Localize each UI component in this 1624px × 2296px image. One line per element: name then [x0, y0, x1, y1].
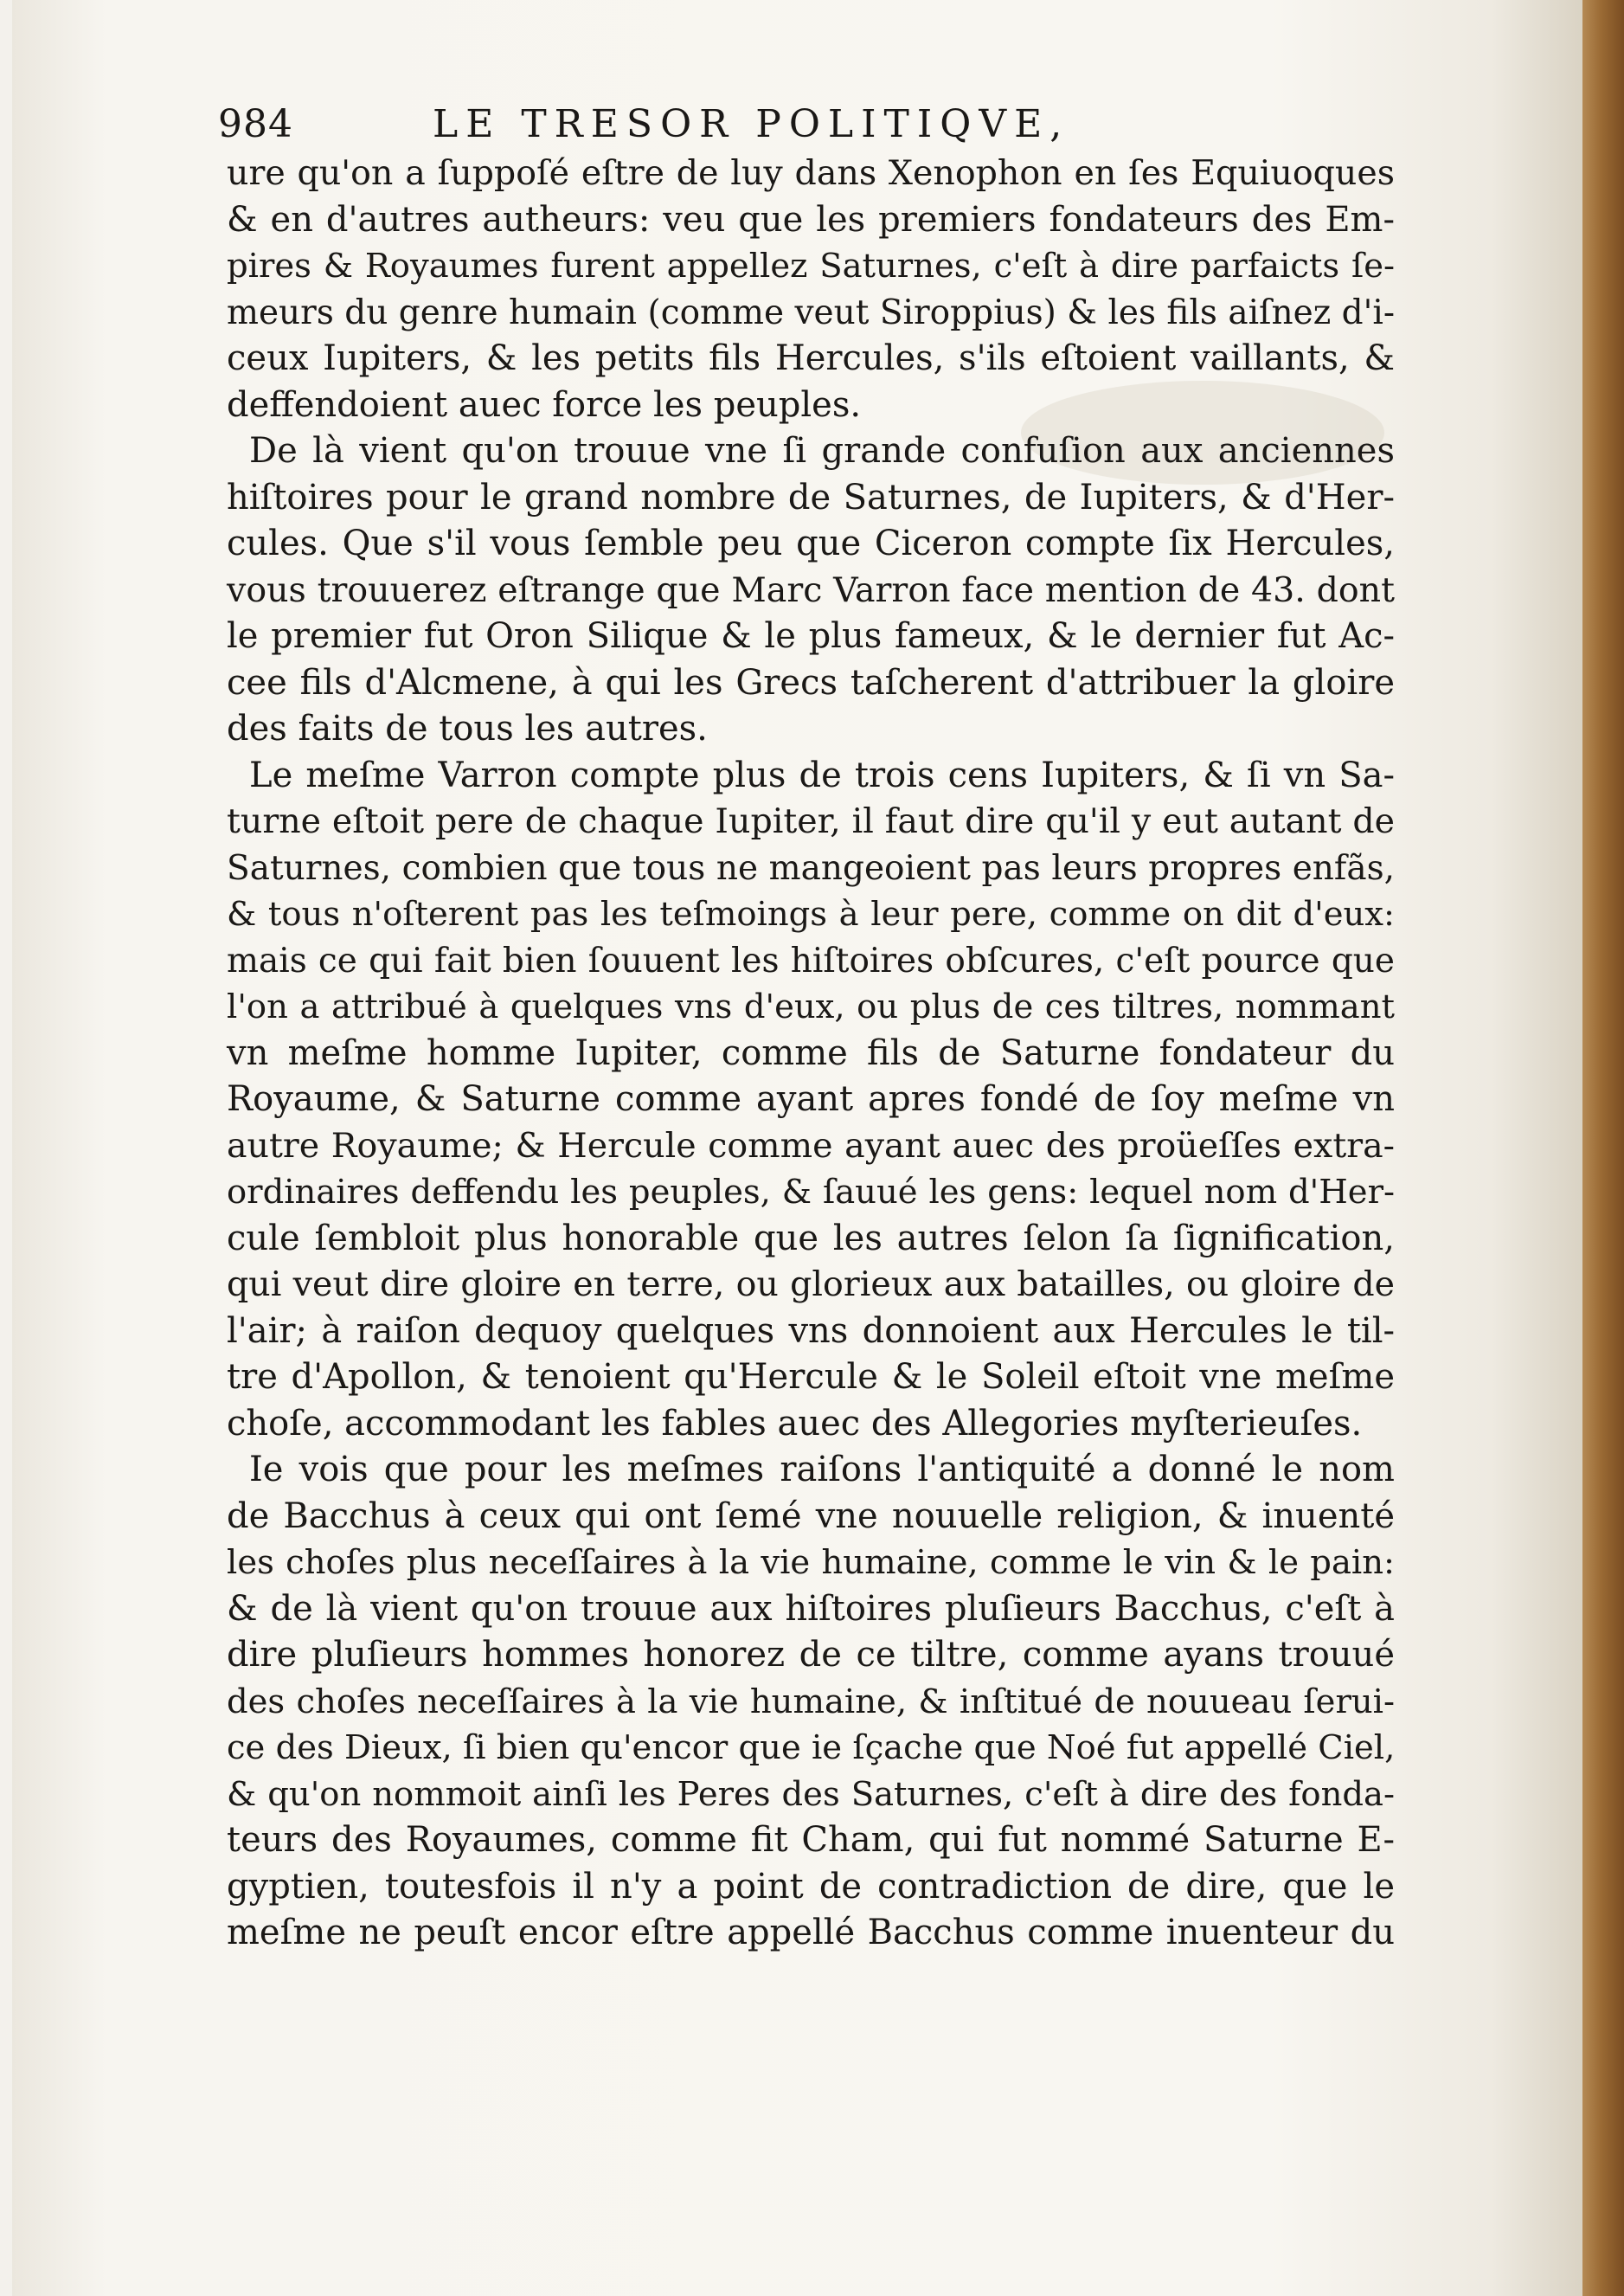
- text-line: vn meſme homme Iupiter, comme fils de Saturne fondateur du: [227, 1032, 1395, 1073]
- text-line: cule ſembloit plus honorable que les autres ſelon ſa ſignification,: [227, 1218, 1395, 1258]
- text-line: teurs des Royaumes, comme fit Cham, qui fut nommé Saturne E-: [227, 1820, 1395, 1860]
- text-line: autre Royaume; & Hercule comme ayant auec des proüeſſes extra-: [227, 1125, 1395, 1166]
- text-line: Royaume, & Saturne comme ayant apres fondé de ſoy meſme vn: [227, 1079, 1395, 1119]
- text-line: des faits de tous les autres.: [227, 709, 708, 749]
- text-line: l'on a attribué à quelques vns d'eux, ou plus de ces tiltres, nommant: [227, 987, 1395, 1026]
- text-line: tre d'Apollon, & tenoient qu'Hercule & le Soleil eſtoit vne meſme: [227, 1357, 1395, 1397]
- text-line: les choſes plus neceſſaires à la vie humaine, comme le vin & le pain:: [227, 1543, 1395, 1582]
- text-line: turne eſtoit pere de chaque Iupiter, il faut dire qu'il y eut autant de: [227, 801, 1395, 841]
- text-line: pires & Royaumes furent appellez Saturnes, c'eſt à dire parfaicts ſe-: [227, 247, 1395, 286]
- page-number: 984: [218, 102, 293, 146]
- text-line: ure qu'on a ſuppoſé eſtre de luy dans Xenophon en ſes Equiuoques: [227, 153, 1395, 193]
- text-line: & tous n'oſterent pas les teſmoings à leur pere, comme on dit d'eux:: [227, 895, 1395, 934]
- text-line: Saturnes, combien que tous ne mangeoient pas leurs propres enfãs,: [227, 848, 1395, 888]
- text-line: hiſtoires pour le grand nombre de Saturnes, de Iupiters, & d'Her-: [227, 477, 1395, 518]
- text-line: ceux Iupiters, & les petits fils Hercules, s'ils eſtoient vaillants, &: [227, 338, 1395, 378]
- text-line: de Bacchus à ceux qui ont ſemé vne nouuelle religion, & inuenté: [227, 1495, 1395, 1536]
- running-head: [218, 87, 1395, 151]
- text-line: De là vient qu'on trouue vne ſi grande confuſion aux anciennes: [249, 431, 1395, 471]
- text-line: Ie vois que pour les meſmes raiſons l'antiquité a donné le nom: [249, 1450, 1395, 1489]
- text-line: & en d'autres autheurs: veu que les premiers fondateurs des Em-: [227, 199, 1395, 240]
- text-line: ordinaires deffendu les peuples, & ſauué les gens: lequel nom d'Her-: [227, 1173, 1395, 1212]
- text-line: deffendoient auec force les peuples.: [227, 384, 862, 425]
- body-text: [227, 151, 1395, 1957]
- text-line: & qu'on nommoit ainſi les Peres des Saturnes, c'eſt à dire des fonda-: [227, 1774, 1395, 1814]
- text-line: Le meſme Varron compte plus de trois cens Iupiters, & ſi vn Sa-: [249, 755, 1395, 795]
- text-line: gyptien, toutesfois il n'y a point de contradiction de dire, que le: [227, 1866, 1395, 1907]
- text-line: l'air; à raiſon dequoy quelques vns donnoient aux Hercules le til-: [227, 1310, 1395, 1351]
- book-binding-edge: [1582, 0, 1624, 2296]
- running-title: LE TRESOR POLITIQVE,: [433, 102, 1070, 146]
- text-line: & de là vient qu'on trouue aux hiſtoires pluſieurs Bacchus, c'eſt à: [227, 1588, 1395, 1629]
- text-line: cules. Que s'il vous ſemble peu que Ciceron compte ſix Hercules,: [227, 524, 1395, 563]
- text-line: meurs du genre humain (comme veut Siroppius) & les fils aiſnez d'i-: [227, 293, 1395, 332]
- text-line: cee fils d'Alcmene, à qui les Grecs taſcherent d'attribuer la gloire: [227, 662, 1395, 703]
- text-line: choſe, accommodant les fables auec des Allegories myſterieuſes.: [227, 1403, 1363, 1444]
- text-line: le premier fut Oron Silique & le plus fameux, & le dernier fut Ac-: [227, 616, 1395, 656]
- text-line: dire pluſieurs hommes honorez de ce tiltre, comme ayans trouué: [227, 1635, 1395, 1675]
- text-line: qui veut dire gloire en terre, ou glorieux aux batailles, ou gloire de: [227, 1264, 1395, 1304]
- text-line: des choſes neceſſaires à la vie humaine, & inſtitué de nouueau ſerui-: [227, 1682, 1395, 1721]
- text-line: ce des Dieux, ſi bien qu'encor que ie ſçache que Noé fut appellé Ciel,: [227, 1728, 1396, 1767]
- text-line: mais ce qui fait bien ſouuent les hiſtoires obſcures, c'eſt pource que: [227, 941, 1395, 981]
- text-line: meſme ne peuſt encor eſtre appellé Bacchus comme inuenteur du: [227, 1913, 1395, 1952]
- text-line: vous trouuerez eſtrange que Marc Varron face mention de 43. dont: [227, 569, 1395, 610]
- page-text-block: [218, 87, 1396, 1957]
